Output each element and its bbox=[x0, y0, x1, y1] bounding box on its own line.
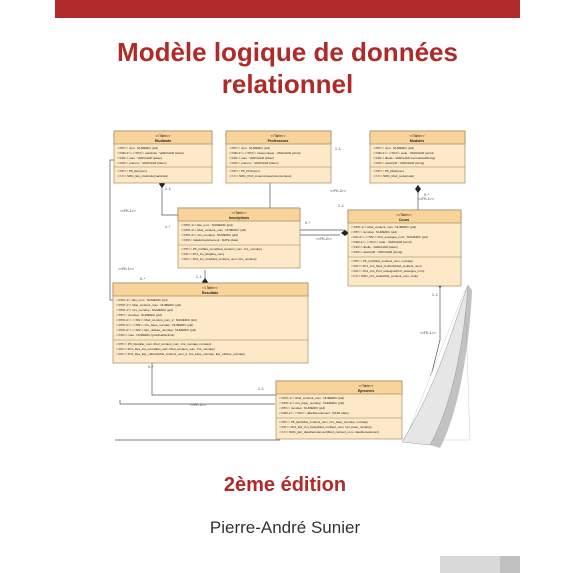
label-m-11-a: 1..1 bbox=[165, 187, 171, 191]
title-line-2: relationnel bbox=[221, 69, 354, 99]
table-epreuves-name: Epreuves bbox=[357, 389, 375, 393]
table-inscriptions-op-2: <<FK>> FK2_Ins_Crs(Mod_contient_num, Crs_numdep) bbox=[181, 257, 257, 261]
bottom-strip-dark bbox=[500, 556, 520, 573]
table-professeurs-op-0: <<PK>> PK_Prof(num) bbox=[229, 169, 260, 173]
table-epreuves-row-3: <<NID-1>> <<NN>> dateDeroulement : DATE (date) bbox=[279, 411, 349, 415]
table-inscriptions-name: Inscriptions bbox=[228, 216, 250, 220]
table-resultats-stereotype: <<Table>> bbox=[202, 286, 218, 290]
table-cours-row-1: <<PK>> numdep : NUMERIC (pid) bbox=[351, 230, 398, 234]
table-cours-stereotype: <<Table>> bbox=[396, 213, 412, 217]
table-cours-row-5: <<NN>> descriptif : VARCHAR (string) bbox=[351, 250, 403, 254]
table-modules bbox=[370, 131, 465, 183]
table-inscriptions-op-1: <<FK>> FK1_Ins_Etu(Etu_num) bbox=[181, 252, 225, 256]
table-etudiants-row-2: <<NN>> nom : VARCHAR (token) bbox=[117, 156, 163, 160]
table-etudiants-row-1: <<NID-1>> <<NN>> matricule : VARCHAR (token) bbox=[117, 151, 185, 155]
table-epreuves-row-1: <<PFK-1>> Crs_base_numdep : NUMERIC (pid) bbox=[279, 401, 345, 405]
table-inscriptions-row-2: <<PFK-2>> Crs_numdep : NUMERIC (pid) bbox=[181, 233, 238, 237]
table-epreuves-row-0: <<PFK-1>> Mod_contient_num : NUMERIC (pid) bbox=[279, 396, 345, 400]
table-epreuves bbox=[276, 381, 402, 439]
table-resultats-row-6: <<PFK-2>> <<NN>> Epr_utilisee_numdep : NUMERIC (pid) bbox=[116, 328, 197, 332]
table-epreuves-op-1: <<FK>> FK1_Epr_Crs_base(Mod_contient_num, Crs_base_numdep) bbox=[279, 425, 372, 429]
table-etudiants bbox=[114, 131, 212, 183]
table-modules-row-1: <<NID-1>> <<NN>> code : VARCHAR (word) bbox=[373, 151, 434, 155]
table-resultats-name: Resultats bbox=[201, 291, 219, 295]
table-cours-op-2: <<FK>> FK2_Crs_Prof_enseigne(Prof_enseigne_num) bbox=[351, 269, 425, 273]
diamond-mod bbox=[415, 185, 421, 193]
table-resultats-row-2: <<PFK-1>> Crs_numdep : NUMERIC (pid) bbox=[116, 308, 173, 312]
table-professeurs-stereotype: <<Table>> bbox=[270, 134, 286, 138]
label-m-11-e: 1..1 bbox=[258, 387, 264, 391]
table-epreuves-stereotype: <<Table>> bbox=[358, 384, 374, 388]
label-fk2-a: <<FK-2>> bbox=[330, 189, 346, 193]
table-inscriptions bbox=[178, 208, 300, 268]
table-modules-stereotype: <<Table>> bbox=[409, 134, 425, 138]
table-resultats-row-1: <<PFK-1>> Mod_contient_num : NUMERIC (pid) bbox=[116, 303, 182, 307]
table-cours-op-1: <<FK>> FK1_Crs_Mod_contient(Mod_contient_num) bbox=[351, 264, 422, 268]
label-fk1-d: <<FK-1>> bbox=[420, 331, 436, 335]
label-m-11-c: 1..1 bbox=[338, 204, 344, 208]
table-etudiants-row-3: <<NN>> prenom : VARCHAR (token) bbox=[117, 161, 167, 165]
table-modules-name: Modules bbox=[409, 139, 425, 143]
page-curl bbox=[402, 285, 472, 448]
table-resultats-row-0: <<PFK-1>> Etu_num : NUMERIC (pid) bbox=[116, 298, 168, 302]
label-m-0s-b: 0..* bbox=[140, 277, 146, 281]
table-etudiants-stereotype: <<Table>> bbox=[155, 134, 171, 138]
label-m-0s-d: 0..* bbox=[424, 193, 430, 197]
table-etudiants-row-0: <<PK>> num : NUMERIC (pid) bbox=[117, 146, 159, 150]
table-cours-row-2: <<FK-2>> <<NN>> Prof_enseigne_num : NUMERIC (pid) bbox=[351, 235, 428, 239]
label-fk1-a: <<FK-1>> bbox=[120, 209, 136, 213]
table-cours-op-3: <<U>> NID1_Crs_code(Mod_contient_num, code) bbox=[351, 274, 419, 278]
table-professeurs bbox=[226, 131, 331, 183]
table-resultats-row-4: <<PFK-2>> <<NN>> Mod_contient_num_2 : NUMERIC (pid) bbox=[116, 318, 197, 322]
table-resultats-row-5: <<PFK-2>> <<NN>> Crs_base_numdep : NUMERIC (pid) bbox=[116, 323, 194, 327]
label-fk1-c: <<FK-1>> bbox=[118, 267, 134, 271]
table-inscriptions-row-1: <<PFK-1>> Mod_contient_num : NUMERIC (pid) bbox=[181, 228, 247, 232]
table-inscriptions-row-0: <<PFK-1>> Etu_num : NUMERIC (pid) bbox=[181, 223, 233, 227]
table-cours-row-3: <<NID-1>> <<NN>> code : VARCHAR (word) bbox=[351, 240, 412, 244]
table-professeurs-row-2: <<NN>> nom : VARCHAR (token) bbox=[229, 156, 275, 160]
table-cours-row-4: <<NN>> libelle : VARCHAR (token) bbox=[351, 245, 398, 249]
table-professeurs-row-3: <<NN>> prenom : VARCHAR (token) bbox=[229, 161, 279, 165]
table-inscriptions-stereotype: <<Table>> bbox=[231, 211, 247, 215]
table-resultats bbox=[113, 283, 308, 363]
table-modules-row-3: <<NN>> descriptif : VARCHAR (string) bbox=[373, 161, 425, 165]
table-resultats-op-1: <<FK>> FK1_Res_Ins_recoit(Etu_num, Mod_contient_num, Crs_numdep) bbox=[116, 347, 215, 351]
table-epreuves-row-2: <<PK>> numdep : NUMERIC (pid) bbox=[279, 406, 326, 410]
label-fk1-b: <<FK-1>> bbox=[418, 197, 434, 201]
table-cours bbox=[348, 210, 461, 286]
table-resultats-op-2: <<FK>> FK2_Res_Epr_obtient(Mod_contient_num_2, Crs_base_numdep, Epr_utilisee_numdep) bbox=[116, 352, 245, 356]
label-fk2-b: <<FK-2>> bbox=[316, 237, 332, 241]
table-epreuves-header bbox=[276, 381, 402, 394]
table-inscriptions-op-0: <<PK>> PK_InsSEs_num(Mod_contient_num, Crs_numdep) bbox=[181, 247, 262, 251]
table-modules-op-0: <<PK>> PK_Mod(num) bbox=[373, 169, 405, 173]
table-cours-op-0: <<PK>> PK_Crs(Mod_contient_num, numdep) bbox=[351, 259, 414, 263]
table-cours-row-0: <<PFK-1>> Mod_contient_num : NUMERIC (pid) bbox=[351, 225, 417, 229]
table-resultats-op-0: <<PK>> PK_Res(Etu_num, Mod_contient_num, Crs_numdep, numdep) bbox=[116, 342, 212, 346]
label-m-0s-c: 0..* bbox=[148, 365, 154, 369]
author-name: Pierre-André Sunier bbox=[209, 518, 361, 537]
label-m-0s-a: 0..* bbox=[305, 221, 311, 225]
table-etudiants-name: Etudiants bbox=[154, 139, 172, 143]
table-resultats-row-7: <<NN>> note : NUMERIC (positiveDecimal) bbox=[116, 333, 175, 337]
title-line-1: Modèle logique de données bbox=[117, 37, 458, 67]
label-m-1s-a: 1..* bbox=[165, 225, 171, 229]
table-professeurs-op-1: <<U>> NID1_Prof_mnemonique(mnemonique) bbox=[229, 174, 292, 178]
table-modules-row-0: <<PK>> num : NUMERIC (pid) bbox=[373, 146, 415, 150]
label-m-11-d: 1..1 bbox=[196, 275, 202, 279]
table-resultats-row-3: <<PK>> numdep : NUMERIC (pid) bbox=[116, 313, 163, 317]
label-m-11-f: 1..1 bbox=[432, 293, 438, 297]
label-fk2-c: <<FK-2>> bbox=[190, 403, 206, 407]
table-epreuves-op-2: <<U>> NID1_Epr_dateDeroulement(Mod_contient_num, dateDeroulement) bbox=[279, 430, 380, 434]
edition-label: 2ème édition bbox=[223, 474, 347, 496]
table-professeurs-name: Professeurs bbox=[267, 139, 289, 143]
table-modules-row-2: <<NN>> libelle : VARCHAR (normalizedString) bbox=[373, 156, 436, 160]
table-epreuves-op-0: <<PK>> PK_Epr(Mod_contient_num, Crs_base_numdep, numdep) bbox=[279, 420, 369, 424]
table-cours-name: Cours bbox=[398, 218, 410, 222]
table-etudiants-op-1: <<U>> NID1_Etu_matricule(matricule) bbox=[117, 174, 169, 178]
table-professeurs-row-1: <<NID-1>> <<NN>> mnemonique : VARCHAR (word) bbox=[229, 151, 301, 155]
table-inscriptions-row-3: <<NN>> dateEnregistrement : DATE (date) bbox=[181, 238, 239, 242]
label-m-11-b: 1..1 bbox=[335, 147, 341, 151]
table-etudiants-op-0: <<PK>> PK_Etu(num) bbox=[117, 169, 147, 173]
table-modules-op-1: <<U>> NID1_Mod_code(code) bbox=[373, 174, 415, 178]
table-professeurs-row-0: <<PK>> num : NUMERIC (pid) bbox=[229, 146, 271, 150]
